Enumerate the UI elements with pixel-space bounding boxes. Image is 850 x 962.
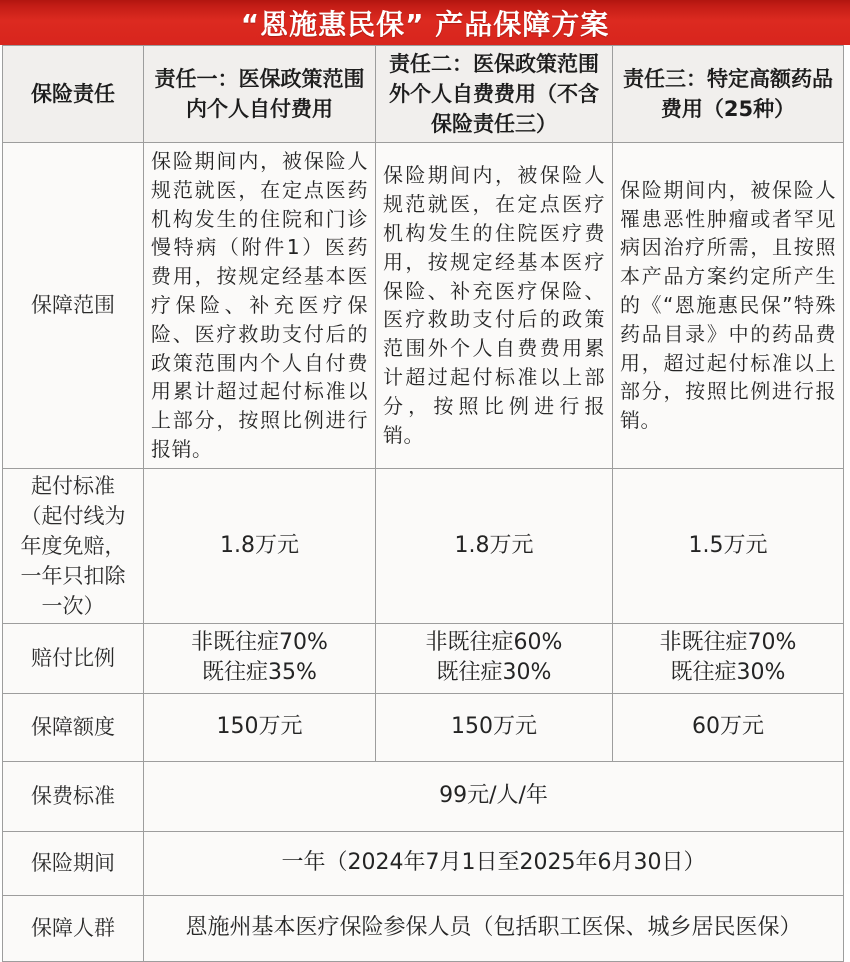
col-header-liability: 保险责任	[3, 46, 144, 143]
payout-ratio-duty2-cell	[376, 623, 613, 693]
payout-ratio-duty3-cell	[613, 623, 844, 693]
covered-population-value-cell: 恩施州基本医疗保险参保人员（包括职工医保、城乡居民医保）	[144, 895, 844, 961]
limit-duty2-cell: 150万元	[376, 693, 613, 761]
premium-value-cell: 99元/人/年	[144, 761, 844, 831]
coverage-row	[3, 143, 844, 469]
coverage-limit-row	[3, 693, 844, 761]
payout-ratio-row-label: 赔付比例	[3, 623, 144, 693]
coverage-duty2-cell: 保险期间内，被保险人规范就医，在定点医疗机构发生的住院医疗费用，按规定经基本医疗保险、补充医疗保险、医疗救助支付后的政策范围外个人自费费用累计超过起付标准以上部分，按照比例进行报销。	[376, 143, 613, 469]
benefit-table	[2, 45, 844, 962]
coverage-row-label: 保障范围	[3, 143, 144, 469]
preexisting-ratio: 既往症30%	[670, 660, 786, 686]
page-title: “恩施惠民保” 产品保障方案	[0, 0, 850, 45]
deductible-duty1-cell: 1.8万元	[144, 468, 376, 623]
coverage-duty1-cell: 保险期间内，被保险人规范就医，在定点医药机构发生的住院和门诊慢特病（附件1）医药费用，按规定经基本医疗保险、补充医疗保险、医疗救助支付后的政策范围内个人自付费用累计超过起付标准以上部分，按照比例进行报销。	[144, 143, 376, 469]
deductible-duty3-cell: 1.5万元	[613, 468, 844, 623]
premium-row	[3, 761, 844, 831]
insurance-period-row	[3, 831, 844, 895]
preexisting-ratio: 既往症35%	[202, 660, 317, 686]
deductible-duty2-cell: 1.8万元	[376, 468, 613, 623]
deductible-row	[3, 468, 844, 623]
coverage-duty3-cell: 保险期间内，被保险人罹患恶性肿瘤或者罕见病因治疗所需，且按照本产品方案约定所产生的《“恩施惠民保”特殊药品目录》中的药品费用，超过起付标准以上部分，按照比例进行报销。	[613, 143, 844, 469]
col-header-duty1: 责任一：医保政策范围内个人自付费用	[144, 46, 376, 143]
col-header-duty2: 责任二：医保政策范围外个人自费费用（不含保险责任三）	[376, 46, 613, 143]
covered-population-row-label: 保障人群	[3, 895, 144, 961]
deductible-row-label: 起付标准（起付线为年度免赔，一年只扣除一次）	[3, 468, 144, 623]
limit-duty3-cell: 60万元	[613, 693, 844, 761]
table-header-row	[3, 46, 844, 143]
premium-row-label: 保费标准	[3, 761, 144, 831]
insurance-period-row-label: 保险期间	[3, 831, 144, 895]
col-header-duty3: 责任三：特定高额药品费用（25种）	[613, 46, 844, 143]
coverage-limit-row-label: 保障额度	[3, 693, 144, 761]
insurance-period-value-cell: 一年（2024年7月1日至2025年6月30日）	[144, 831, 844, 895]
covered-population-row	[3, 895, 844, 961]
payout-ratio-duty1-cell	[144, 623, 376, 693]
non-preexisting-ratio: 非既往症70%	[659, 630, 797, 656]
non-preexisting-ratio: 非既往症70%	[191, 630, 328, 656]
payout-ratio-row	[3, 623, 844, 693]
non-preexisting-ratio: 非既往症60%	[425, 630, 563, 656]
limit-duty1-cell: 150万元	[144, 693, 376, 761]
preexisting-ratio: 既往症30%	[436, 660, 552, 686]
